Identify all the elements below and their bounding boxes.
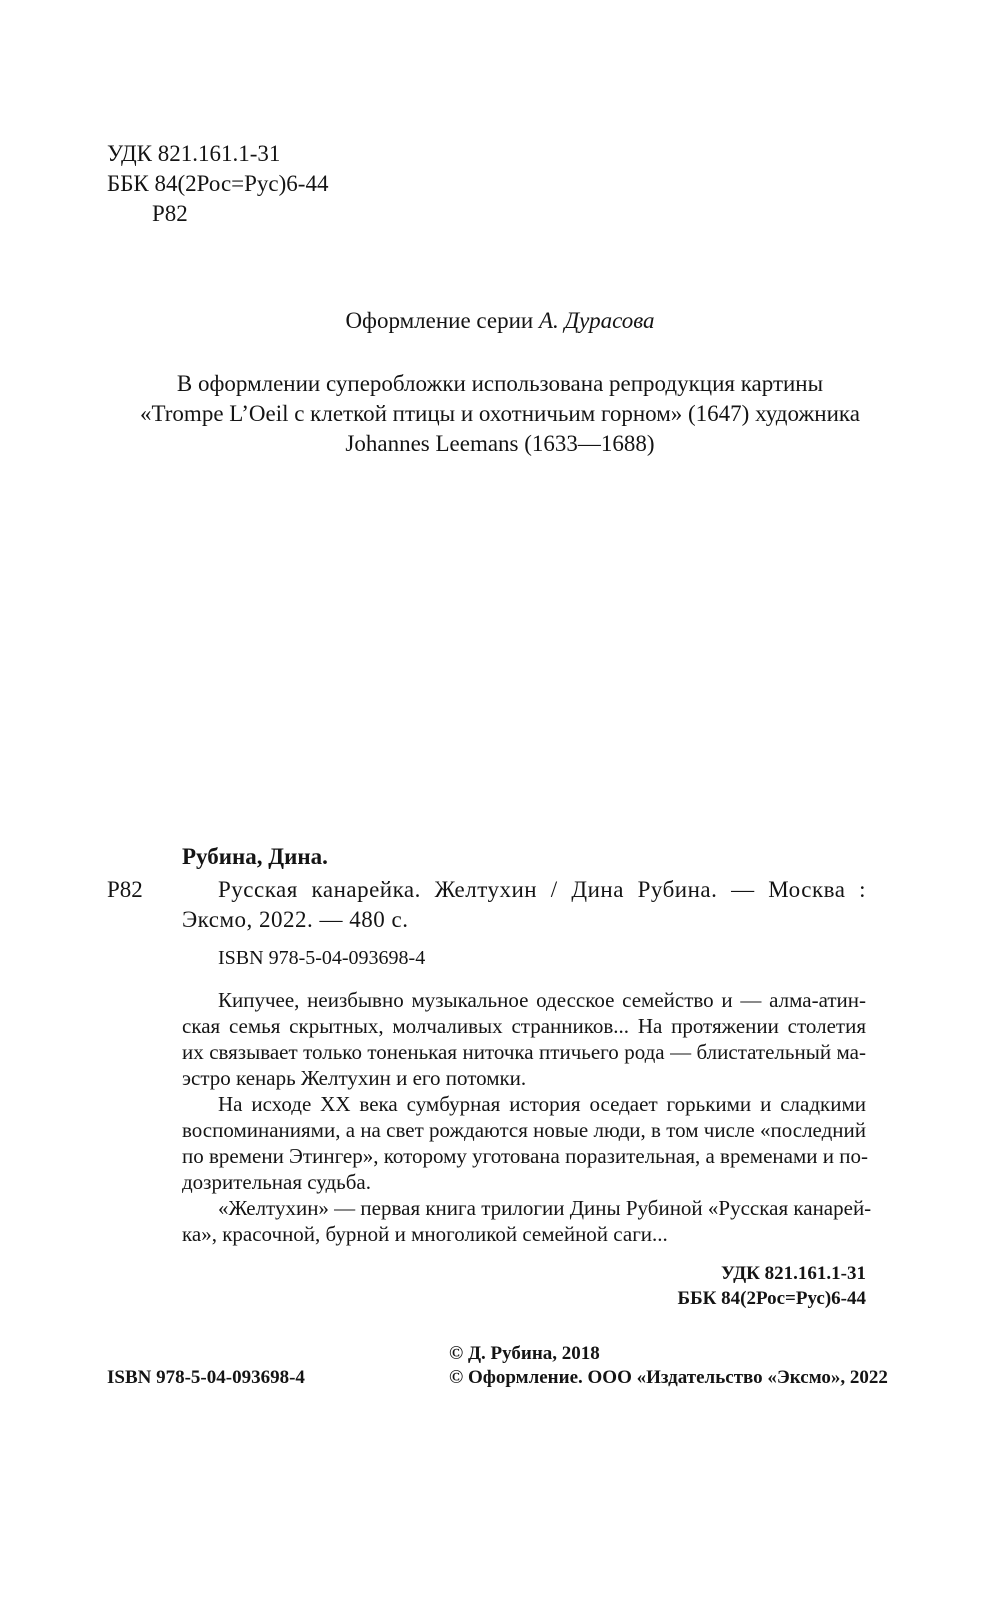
cover-credit-line-1: В оформлении суперобложки использована репродукция картины — [176, 371, 824, 396]
author-mark: Р82 — [152, 201, 188, 226]
series-designer: А. Дурасова — [538, 308, 655, 333]
isbn-line: ISBN 978-5-04-093698-4 — [218, 947, 426, 969]
annotation-line: эстро кенарь Желтухин и его потомки. — [182, 1066, 527, 1090]
author-heading: Рубина, Дина. — [182, 844, 328, 869]
annotation-line: ка», красочной, бурной и многоликой семейной саги... — [182, 1222, 668, 1246]
annotation-line: На исходе XX века сумбурная история оседает горькими и сладкими — [218, 1092, 866, 1116]
series-design-credit — [100, 307, 900, 335]
footer-bbk: ББК 84(2Рос=Рус)6-44 — [677, 1288, 866, 1309]
annotation-line: «Желтухин» — первая книга трилогии Дины Рубиной «Русская канарей- — [218, 1196, 872, 1220]
annotation-line: дозрительная судьба. — [182, 1170, 371, 1194]
annotation-line: Кипучее, неизбывно музыкальное одесское семейство и — алма-атин- — [218, 988, 866, 1012]
footer-udk: УДК 821.161.1-31 — [721, 1263, 866, 1284]
annotation-line: воспоминаниями, а на свет рождаются новые люди, в том числе «последний — [182, 1118, 866, 1142]
book-title-line-2: Эксмо, 2022. — 480 с. — [182, 907, 409, 932]
footer-isbn: ISBN 978-5-04-093698-4 — [107, 1367, 305, 1388]
series-prefix: Оформление серии — [345, 308, 539, 333]
annotation-line: по времени Этингер», которому уготована поразительная, а временами и по- — [182, 1144, 868, 1168]
book-title-line-1: Русская канарейка. Желтухин / Дина Рубина. — Москва : — [218, 877, 866, 902]
bbk-code: ББК 84(2Рос=Рус)6-44 — [107, 171, 329, 196]
cover-credit-line-2: «Trompe L’Oeil с клеткой птицы и охотничьим горном» (1647) художника — [140, 401, 860, 426]
annotation-line: их связывает только тоненькая ниточка птичьего рода — блистательный ма- — [182, 1040, 866, 1064]
annotation-line: ская семья скрытных, молчаливых странников... На протяжении столетия — [182, 1014, 866, 1038]
cover-credit-line-3: Johannes Leemans (1633—1688) — [345, 431, 655, 456]
copyright-design: © Оформление. ООО «Издательство «Эксмо», 2022 — [449, 1367, 888, 1388]
udk-code: УДК 821.161.1-31 — [107, 141, 281, 166]
copyright-author: © Д. Рубина, 2018 — [449, 1343, 600, 1364]
bibliographic-mark: Р82 — [107, 877, 143, 902]
